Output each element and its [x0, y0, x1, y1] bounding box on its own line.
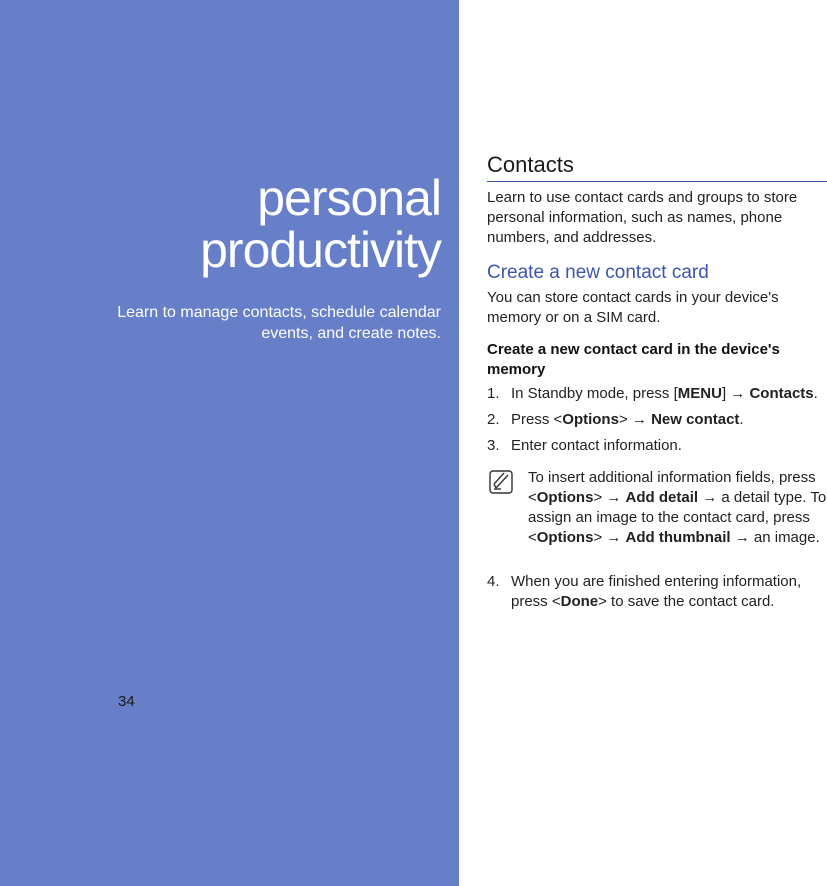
step-keyword: Contacts: [749, 385, 814, 402]
note-text: → a detail type. To assign an image to the contact card, press <: [528, 489, 827, 546]
step-text: .: [813, 385, 818, 402]
step-keyword: Done: [560, 593, 599, 610]
step-text: > to save the contact card.: [598, 593, 775, 610]
chapter-title-line1: personal: [257, 170, 441, 226]
step-item: [487, 384, 827, 404]
step-keyword: Options: [562, 411, 619, 428]
step-item: [487, 572, 827, 612]
page-number: 34: [118, 693, 135, 710]
step-item: [487, 436, 827, 456]
section-intro: Learn to use contact cards and groups to store personal information, such as names, phone numbers, and addresses.: [487, 189, 798, 246]
subsection-heading: Create a new contact card: [487, 262, 709, 283]
step-keyword: New contact: [651, 411, 740, 428]
step-text: Enter contact information.: [511, 437, 682, 454]
note-text: > →: [593, 489, 626, 506]
step-number: 4.: [487, 573, 500, 590]
step-number: 1.: [487, 385, 500, 402]
note-text: To insert additional information fields, press <: [528, 469, 816, 506]
step-text: In Standby mode, press [: [511, 385, 678, 402]
procedure-steps-continued: [487, 572, 827, 612]
note-keyword: Options: [536, 489, 594, 506]
chapter-title: [200, 172, 441, 276]
note-text: > →: [593, 529, 626, 546]
step-text: .: [739, 411, 744, 428]
content-column: [487, 152, 827, 618]
procedure-heading: Create a new contact card in the device's memory: [487, 341, 780, 378]
step-keyword: MENU: [677, 385, 722, 402]
step-number: 2.: [487, 411, 500, 428]
procedure-steps: [487, 384, 827, 456]
note-keyword: Options: [536, 529, 594, 546]
note-pencil-icon: [489, 470, 513, 494]
chapter-title-line2: productivity: [200, 222, 441, 278]
note-box: [487, 468, 827, 548]
step-text: ] →: [721, 385, 750, 402]
chapter-subtitle: Learn to manage contacts, schedule calendar events, and create notes.: [117, 304, 441, 342]
note-text: → an image.: [730, 529, 820, 546]
step-number: 3.: [487, 437, 500, 454]
step-text: Press <: [511, 411, 563, 428]
subsection-intro: You can store contact cards in your device's memory or on a SIM card.: [487, 289, 779, 326]
section-heading: Contacts: [487, 152, 827, 182]
step-item: [487, 410, 827, 430]
note-keyword: Add thumbnail: [625, 529, 731, 546]
note-keyword: Add detail: [625, 489, 699, 506]
step-text: When you are finished entering information, press <: [511, 573, 802, 610]
step-text: > →: [618, 411, 652, 428]
